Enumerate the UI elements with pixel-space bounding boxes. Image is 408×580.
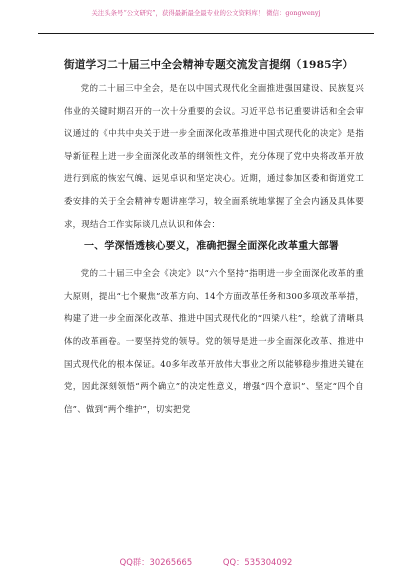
section-1-paragraph: 党的二十届三中全会《决定》以“六个坚持”指明进一步全面深化改革的重大原则，提出“七个聚焦”改革方向、14个方面改革任务和300多项改革举措，构建了进一步全面深化改革、推进中国式现代化的“四梁八柱”，绘就了清晰具体的改革画卷。一要坚持党的领导。党的领导是进一步全面深化改革、推进中国式现代化的根本保证。40多年改革开放伟大事业之所以能够稳步推进关键在党，因此深刻领悟“两个确立”的决定性意义，增强“四个意识”、坚定“四个自信”、做到“两个维护”，切实把党 (64, 268, 364, 414)
footer-qq-number: QQ：535304092 (222, 557, 293, 567)
header-divider (38, 33, 374, 34)
document-body (64, 56, 364, 420)
section-heading-1: 一、学深悟透核心要义，准确把握全面深化改革重大部署 (84, 241, 339, 253)
footer-qq-group: QQ群：30265665 (119, 557, 193, 567)
document-title: 街道学习二十届三中全会精神专题交流发言提纲（1985字） (64, 59, 354, 71)
page-footer (38, 556, 374, 568)
page-header-banner: 关注头条号“公文研究”，获得最新最全最专业的公文资料库！ 微信：gongwenyj (91, 9, 321, 17)
intro-paragraph: 党的二十届三中全会，是在以中国式现代化全面推进强国建设、民族复兴伟业的关键时期召开的一次十分重要的会议。习近平总书记重要讲话和全会审议通过的《中共中央关于进一步全面深化改革推进中国式现代化的决定》是指导新征程上进一步全面深化改革的纲领性文件，充分体现了党中央将改革开放进行到底的恢宏气魄、远见卓识和坚定决心。近期，通过参加区委和街道党工委安排的关于全会精神专题讲座学习，较全面系统地掌握了全会内涵及具体要求，现结合工作实际谈几点认识和体会： (64, 83, 364, 229)
